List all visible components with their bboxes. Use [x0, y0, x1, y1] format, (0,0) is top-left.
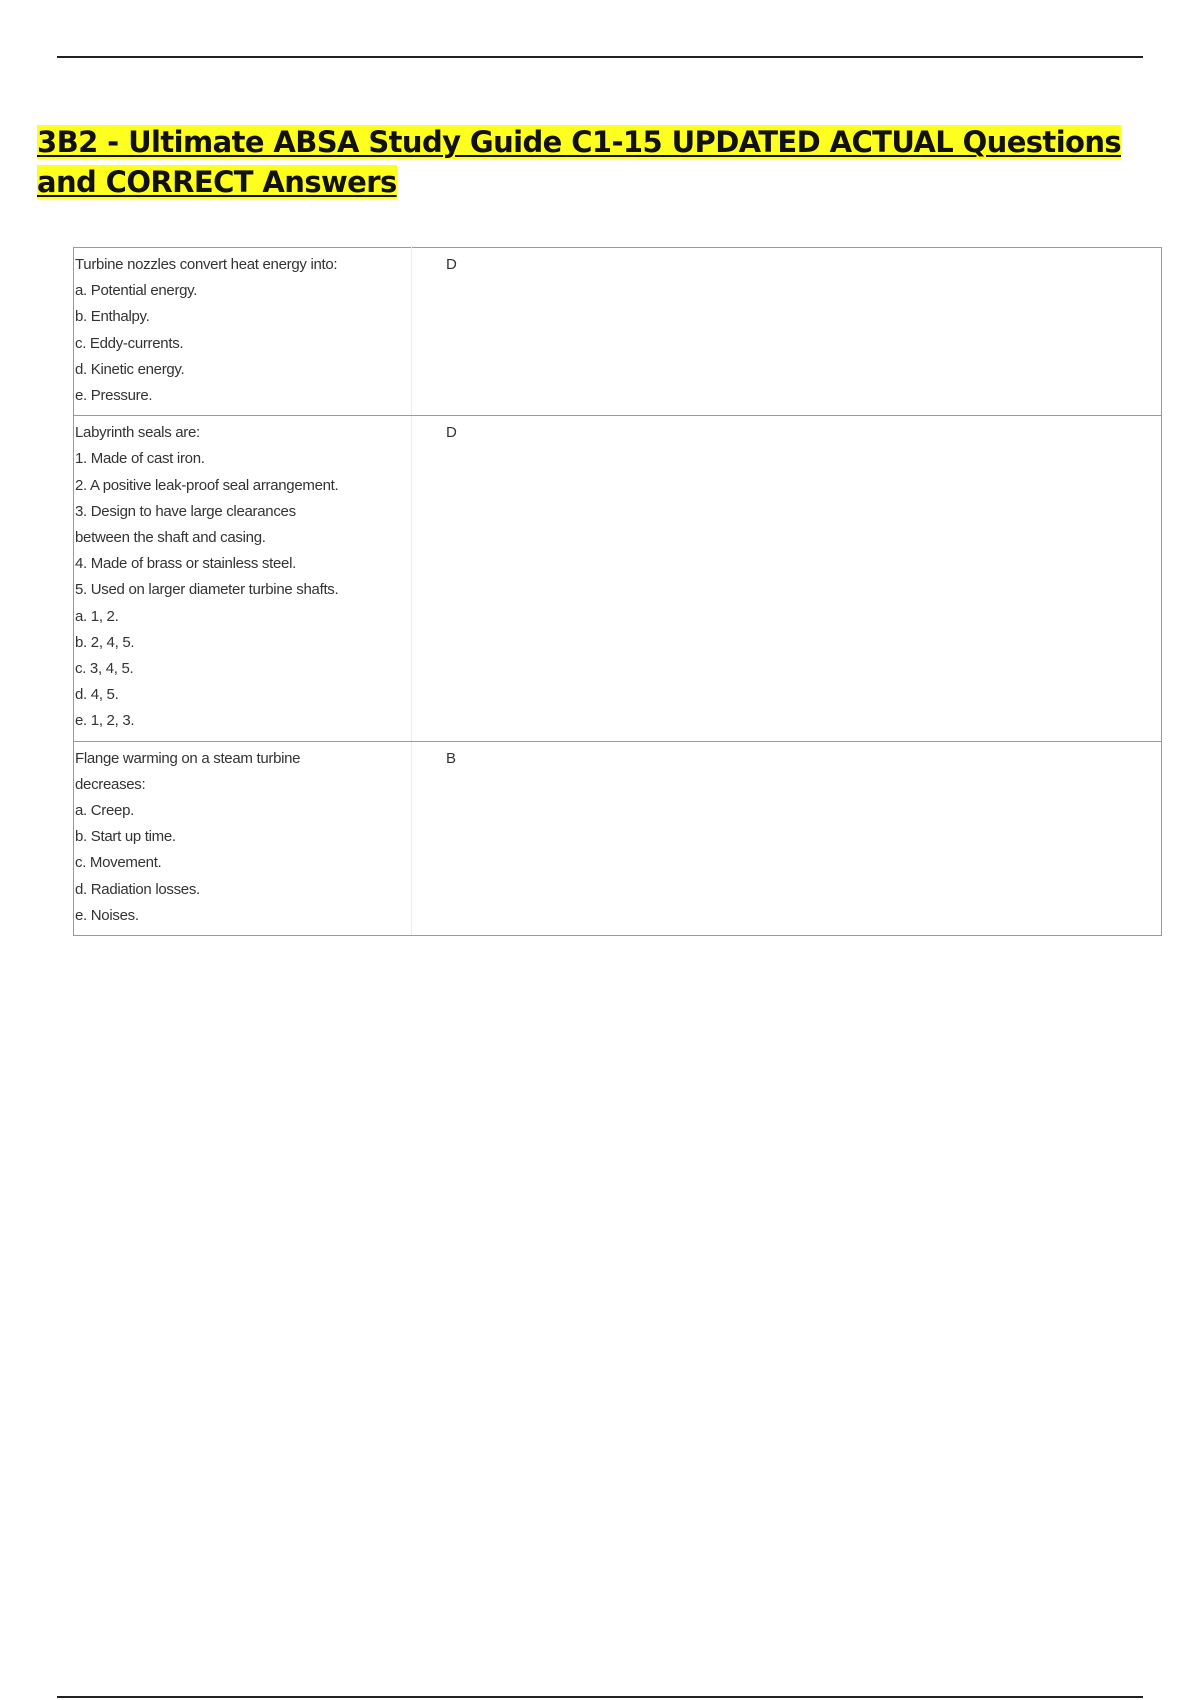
correct-answer: B [446, 749, 456, 767]
answer-option: c. 3, 4, 5. [75, 660, 134, 678]
answer-option: a. Creep. [75, 802, 134, 820]
document-title-text: 3B2 - Ultimate ABSA Study Guide C1-15 UPDATED ACTUAL Questions and CORRECT Answers [37, 125, 1122, 199]
correct-answer: D [446, 256, 457, 273]
answer-option: a. 1, 2. [75, 607, 119, 625]
answer-cell [412, 416, 1162, 741]
question-cell [74, 248, 412, 416]
answer-option: d. Kinetic energy. [75, 360, 185, 378]
question-cell [74, 416, 412, 741]
statement-item: between the shaft and casing. [75, 529, 266, 547]
answer-option: e. Pressure. [75, 387, 153, 405]
answer-option: c. Eddy-currents. [75, 334, 184, 352]
qa-table [73, 247, 1162, 936]
statement-item: 5. Used on larger diameter turbine shafts. [75, 581, 339, 599]
statement-item: 3. Design to have large clearances [75, 502, 296, 520]
answer-option: d. 4, 5. [75, 686, 119, 704]
question-text: Flange warming on a steam turbine [75, 749, 301, 767]
answer-option: e. Noises. [75, 906, 139, 924]
question-text: Turbine nozzles convert heat energy into: [75, 256, 338, 273]
footer-rule [57, 1696, 1143, 1698]
header-rule [57, 56, 1143, 58]
answer-option: e. 1, 2, 3. [75, 712, 135, 730]
statement-item: 1. Made of cast iron. [75, 450, 205, 468]
answer-option: d. Radiation losses. [75, 880, 200, 898]
qa-row [74, 416, 1162, 741]
answer-option: c. Movement. [75, 854, 162, 872]
qa-row [74, 248, 1162, 416]
document-title [37, 122, 1157, 202]
question-text: Labyrinth seals are: [75, 424, 200, 442]
answer-option: a. Potential energy. [75, 282, 198, 300]
question-cell [74, 741, 412, 935]
question-text: decreases: [75, 775, 146, 793]
qa-row [74, 741, 1162, 935]
answer-cell [412, 248, 1162, 416]
answer-option: b. Enthalpy. [75, 308, 150, 326]
statement-item: 4. Made of brass or stainless steel. [75, 555, 296, 573]
answer-option: b. Start up time. [75, 828, 176, 846]
correct-answer: D [446, 424, 457, 442]
answer-option: b. 2, 4, 5. [75, 633, 135, 651]
answer-cell [412, 741, 1162, 935]
statement-item: 2. A positive leak-proof seal arrangement. [75, 476, 339, 494]
